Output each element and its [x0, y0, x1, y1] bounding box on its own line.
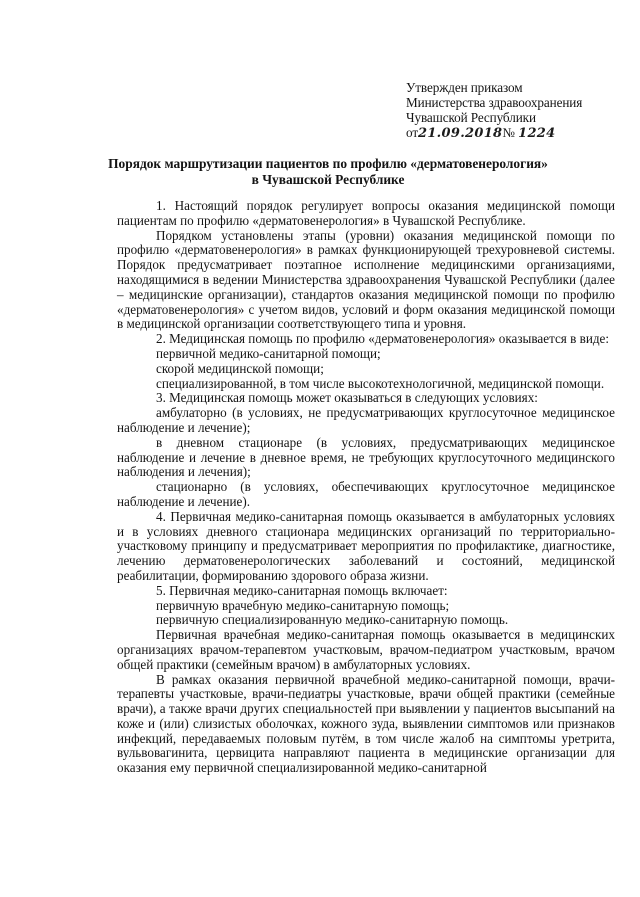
- list-item-primary-care: первичной медико-санитарной помощи;: [156, 345, 381, 361]
- approval-stamp: [406, 80, 630, 141]
- list-item-specialized-care: специализированной, в том числе высокотехнологичной, медицинской помощи.: [156, 375, 605, 391]
- approval-line-date-number: [406, 125, 630, 141]
- title-line-1: Порядок маршрутизации пациентов по профилю «дерматовенерология»: [108, 156, 548, 171]
- handwritten-number: 1224: [518, 126, 556, 141]
- list-item-outpatient: амбулаторно (в условиях, не предусматривающих круглосуточное медицинское наблюдение и лечение);: [117, 405, 615, 435]
- date-prefix: от: [406, 125, 418, 140]
- paragraph-2: 2. Медицинская помощь по профилю «дерматовенерология» оказывается в виде:: [156, 331, 610, 347]
- list-item-emergency-care: скорой медицинской помощи;: [156, 360, 324, 376]
- approval-line-republic: Чувашской Республики: [406, 110, 536, 125]
- list-item-primary-medical: первичную врачебную медико-санитарную помощь;: [156, 597, 450, 613]
- number-prefix: №: [502, 125, 515, 140]
- paragraph-referral: В рамках оказания первичной врачебной медико-санитарной помощи, врачи-терапевты участковые, врачи-педиатры участковые, врачи общей практики (семейные врачи), а также врачи других специальностей при выявлении у пациентов высыпаний на коже и (или) слизистых оболочках, кожного зуда, выявлении симптомов или признаков инфекций, передаваемых половым путём, в том числе жалоб на симптомы уретрита, вульвовагинита, цервицита направляют пациента в медицинские организации для оказания ему первичной специализированной медико-санитарной: [117, 671, 615, 776]
- title-line-2: в Чувашской Республике: [251, 171, 405, 187]
- paragraph-5: 5. Первичная медико-санитарная помощь включает:: [156, 582, 448, 598]
- handwritten-date: 21.09.2018: [417, 126, 503, 141]
- list-item-primary-specialized: первичную специализированную медико-санитарную помощь.: [156, 612, 509, 628]
- approval-line-order: Утвержден приказом: [406, 80, 523, 95]
- list-item-day-hospital: в дневном стационаре (в условиях, предусматривающих медицинское наблюдение и лечение в дневное время, не требующих круглосуточного медицинского наблюдения и лечения);: [117, 434, 615, 480]
- document-title: [78, 156, 578, 187]
- paragraph-4: 4. Первичная медико-санитарная помощь оказывается в амбулаторных условиях и в условиях дневного стационара медицинских организаций по территориально-участковому принципу и предусматривает мероприятия по профилактике, диагностике, лечению дерматовенерологических заболеваний и состояний, медицинской реабилитации, формированию здорового образа жизни.: [117, 508, 615, 583]
- list-item-inpatient: стационарно (в условиях, обеспечивающих круглосуточное медицинское наблюдение и лечение).: [117, 479, 615, 509]
- paragraph-primary-medical-care: Первичная врачебная медико-санитарная помощь оказывается в медицинских организациях врачом-терапевтом участковым, врачом-педиатром участковым, врачом общей практики (семейным врачом) в амбулаторных условиях.: [117, 627, 615, 672]
- paragraph-3: 3. Медицинская помощь может оказываться в следующих условиях:: [156, 390, 538, 406]
- paragraph-1: 1. Настоящий порядок регулирует вопросы оказания медицинской помощи пациентам по профилю «дерматовенерология» в Чувашской Республике.: [117, 198, 615, 228]
- document-body: [117, 199, 615, 776]
- approval-line-ministry: Министерства здравоохранения: [406, 95, 583, 110]
- paragraph-levels: Порядком установлены этапы (уровни) оказания медицинской помощи по профилю «дерматовенерология» в рамках функционирующей трехуровневой системы. Порядок предусматривает поэтапное исполнение медицинскими организациями, находящимися в ведении Министерства здравоохранения Чувашской Республики (далее – медицинские организации), стандартов оказания медицинской помощи по профилю «дерматовенерология» с учетом видов, условий и форм оказания медицинской помощи в медицинской организации соответствующего типа и уровня.: [117, 227, 615, 332]
